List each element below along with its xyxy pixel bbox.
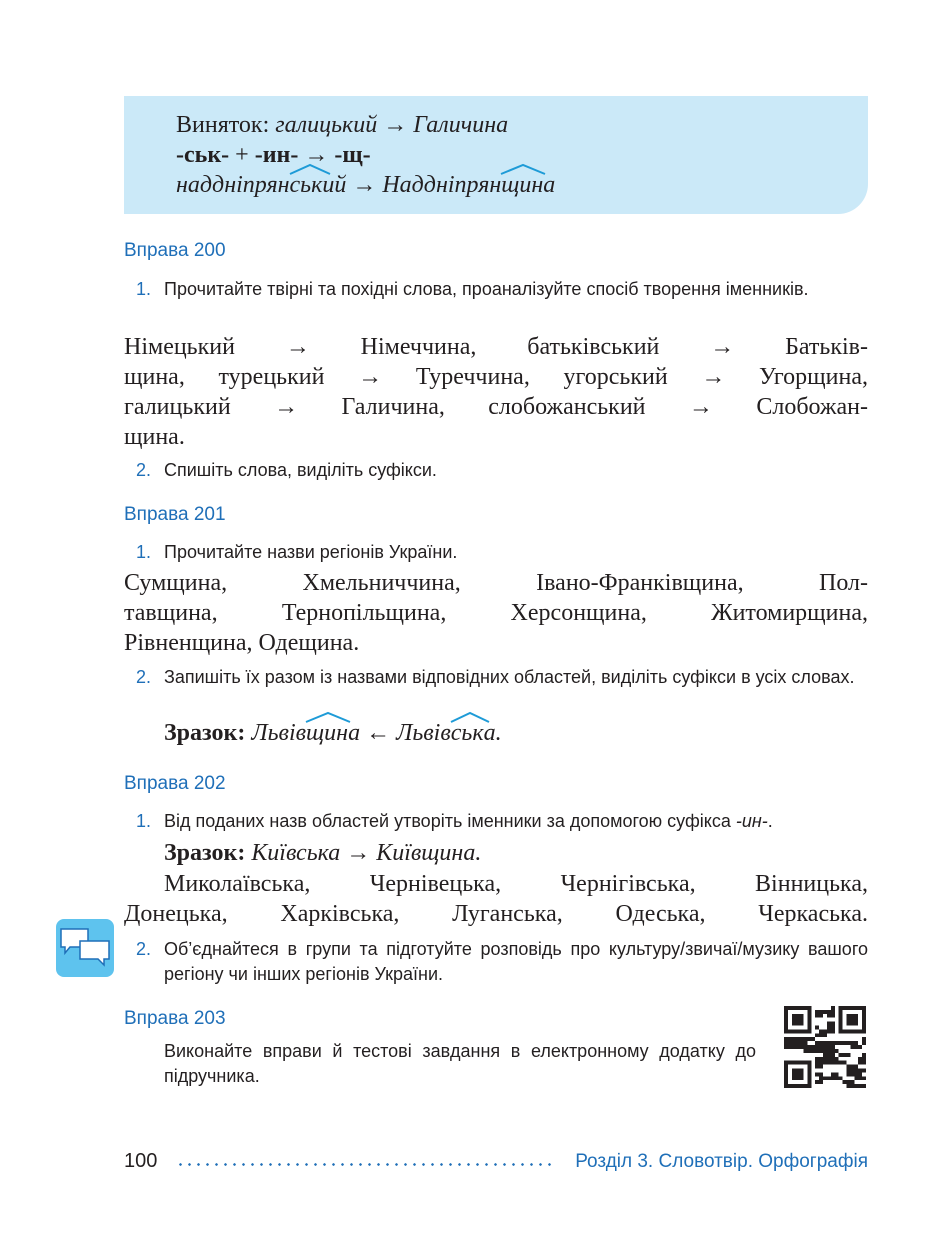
task-item xyxy=(136,809,868,834)
qr-module xyxy=(800,1045,804,1049)
qr-module xyxy=(854,1084,858,1088)
qr-module xyxy=(807,1037,811,1041)
task-number: 2. xyxy=(136,460,152,480)
qr-module xyxy=(827,1053,831,1057)
qr-module xyxy=(854,1076,858,1080)
qr-module xyxy=(831,1006,835,1010)
qr-module xyxy=(850,1045,854,1049)
exercise-title: Вправа 200 xyxy=(124,240,226,261)
qr-module xyxy=(823,1029,827,1033)
qr-module xyxy=(823,1049,827,1053)
task-number: 1. xyxy=(136,811,152,831)
qr-module xyxy=(858,1068,862,1072)
qr-module xyxy=(827,1057,831,1061)
qr-module xyxy=(831,1022,835,1026)
qr-module xyxy=(843,1041,847,1045)
task-number: 2. xyxy=(136,667,152,687)
qr-module xyxy=(823,1061,827,1065)
qr-module xyxy=(831,1053,835,1057)
qr-module xyxy=(862,1068,866,1072)
qr-module xyxy=(854,1041,858,1045)
footer-section-title: Розділ 3. Словотвір. Орфографія xyxy=(575,1151,868,1172)
suffix: -щ- xyxy=(334,142,371,168)
qr-module xyxy=(831,1057,835,1061)
qr-module xyxy=(800,1041,804,1045)
task-item xyxy=(136,937,868,987)
rule-line-2 xyxy=(176,140,555,170)
qr-module xyxy=(815,1072,819,1076)
task-text: Спишіть слова, виділіть суфікси. xyxy=(164,460,437,480)
qr-module xyxy=(819,1072,823,1076)
qr-module xyxy=(850,1072,854,1076)
qr-module xyxy=(835,1049,839,1053)
suffix-arch: ськ xyxy=(290,170,323,200)
qr-module xyxy=(831,1076,835,1080)
plus-sign: + xyxy=(235,142,249,168)
exercise-text xyxy=(124,568,868,658)
page-number: 100 xyxy=(124,1150,158,1172)
word-part: ий xyxy=(322,172,347,198)
qr-module xyxy=(827,1029,831,1033)
exercise-title: Вправа 203 xyxy=(124,1008,226,1029)
qr-module xyxy=(843,1061,847,1065)
qr-module xyxy=(815,1049,819,1053)
exception-label: Виняток: xyxy=(176,112,270,138)
qr-module xyxy=(823,1033,827,1037)
qr-module xyxy=(839,1053,843,1057)
exercise-text xyxy=(124,332,868,452)
text-line: щина. xyxy=(124,424,185,450)
qr-module xyxy=(815,1061,819,1065)
qr-module xyxy=(819,1014,823,1018)
qr-module xyxy=(827,1049,831,1053)
qr-module xyxy=(835,1061,839,1065)
qr-module xyxy=(792,1041,796,1045)
exercise-text xyxy=(124,899,868,929)
qr-module xyxy=(831,1029,835,1033)
qr-module xyxy=(815,1033,819,1037)
qr-module xyxy=(815,1026,819,1030)
chat-bubbles-icon xyxy=(56,919,114,977)
qr-module xyxy=(839,1076,843,1080)
task-text: Запишіть їх разом із назвами відповідних областей, виділіть суфікси в усіх словах. xyxy=(164,667,855,687)
qr-module xyxy=(819,1061,823,1065)
qr-module xyxy=(792,1045,796,1049)
text-line: Сумщина, Хмельниччина, Івано-Франківщина, Пол- xyxy=(124,570,868,596)
qr-module xyxy=(831,1014,835,1018)
arrow: → xyxy=(352,172,377,198)
qr-module xyxy=(831,1045,835,1049)
qr-module xyxy=(854,1065,858,1069)
sample-word: Київська xyxy=(251,840,341,866)
qr-module xyxy=(843,1080,847,1084)
qr-module xyxy=(819,1065,823,1069)
qr-module xyxy=(784,1045,788,1049)
qr-module xyxy=(858,1076,862,1080)
task-number: 1. xyxy=(136,542,152,562)
text-line: тавщина, Тернопільщина, Херсонщина, Житомирщина, xyxy=(124,600,868,626)
qr-module xyxy=(819,1057,823,1061)
qr-module xyxy=(827,1026,831,1030)
qr-module xyxy=(819,1041,823,1045)
qr-module xyxy=(823,1053,827,1057)
exercise-text xyxy=(164,869,868,899)
task-number: 1. xyxy=(136,279,152,299)
exercise-title: Вправа 201 xyxy=(124,504,226,525)
qr-module xyxy=(819,1029,823,1033)
qr-module xyxy=(811,1049,815,1053)
text-line: Миколаївська, Чернівецька, Чернігівська, Вінницька, xyxy=(164,871,868,897)
qr-module xyxy=(815,1014,819,1018)
text-line: Німецький → Німеччина, батьківський → Батьків- xyxy=(124,334,868,360)
word-part: Наддніпрян xyxy=(382,172,502,198)
qr-code-icon[interactable] xyxy=(784,1006,866,1088)
arrow: → xyxy=(346,840,371,866)
qr-module xyxy=(827,1010,831,1014)
qr-module xyxy=(807,1045,811,1049)
qr-module xyxy=(823,1057,827,1061)
qr-module xyxy=(815,1041,819,1045)
chat-bubbles-icon-svg xyxy=(56,919,114,977)
rule-word: галицький xyxy=(275,112,378,138)
qr-module xyxy=(827,1022,831,1026)
qr-module xyxy=(850,1080,854,1084)
rule-line-1 xyxy=(176,110,555,140)
rule-line-3 xyxy=(176,170,555,200)
qr-module xyxy=(854,1045,858,1049)
arrow: → xyxy=(383,112,408,138)
task-text: Прочитайте назви регіонів України. xyxy=(164,542,458,562)
qr-module xyxy=(827,1045,831,1049)
qr-module xyxy=(804,1049,808,1053)
suffix: -ськ- xyxy=(176,142,230,168)
task-text: Об’єднайтеся в групи та підготуйте розповідь про культуру/звичаї/музику вашого регіону чи інших регіонів України. xyxy=(164,939,868,984)
qr-module xyxy=(862,1041,866,1045)
qr-module xyxy=(827,1061,831,1065)
qr-module xyxy=(823,1041,827,1045)
qr-module xyxy=(784,1037,788,1041)
qr-module xyxy=(827,1014,831,1018)
qr-module xyxy=(796,1041,800,1045)
qr-module xyxy=(788,1045,792,1049)
footer-dots xyxy=(176,1163,552,1166)
exercise-text: Виконайте вправи й тестові завдання в електронному додатку до підручника. xyxy=(164,1041,756,1086)
qr-module xyxy=(858,1084,862,1088)
qr-module xyxy=(858,1057,862,1061)
arrow: ← xyxy=(366,720,391,746)
qr-module xyxy=(846,1014,858,1026)
qr-module xyxy=(819,1045,823,1049)
qr-module xyxy=(823,1076,827,1080)
qr-module xyxy=(815,1065,819,1069)
word-part: а xyxy=(543,172,556,198)
rule-box xyxy=(124,96,868,214)
task-text: Від поданих назв областей утворіть іменники за допомогою суфікса -ин-. xyxy=(164,811,773,831)
qr-module xyxy=(862,1076,866,1080)
qr-module xyxy=(831,1072,835,1076)
qr-module xyxy=(815,1080,819,1084)
task-item xyxy=(136,540,868,565)
qr-module xyxy=(850,1065,854,1069)
qr-module xyxy=(854,1072,858,1076)
qr-module xyxy=(835,1072,839,1076)
qr-module xyxy=(846,1053,850,1057)
sample-line: Зразок: Львів щина ← Львів ська. xyxy=(164,718,502,748)
qr-module xyxy=(819,1080,823,1084)
suffix-arch: щин xyxy=(501,170,543,200)
qr-module xyxy=(804,1041,808,1045)
text-line: Донецька, Харківська, Луганська, Одеська, Черкаська. xyxy=(124,901,868,927)
qr-module xyxy=(831,1010,835,1014)
text-line: Рівненщина, Одещина. xyxy=(124,630,360,656)
qr-module xyxy=(862,1084,866,1088)
qr-module xyxy=(819,1033,823,1037)
rule-word: Галичина xyxy=(413,112,509,138)
task-item xyxy=(136,665,868,690)
qr-module xyxy=(815,1057,819,1061)
qr-module xyxy=(846,1068,850,1072)
task-text: Прочитайте твірні та похідні слова, проаналізуйте спосіб творення іменників. xyxy=(164,279,809,299)
qr-module xyxy=(862,1057,866,1061)
qr-module xyxy=(835,1041,839,1045)
sample-label: Зразок: xyxy=(164,840,246,866)
suffix-arch: ськ xyxy=(451,718,484,748)
sample-line xyxy=(164,838,481,868)
qr-module xyxy=(862,1037,866,1041)
exercise-title: Вправа 202 xyxy=(124,773,226,794)
arrow: → xyxy=(304,142,329,168)
qr-module xyxy=(796,1037,800,1041)
text-line: галицький → Галичина, слобожанський → Слобожан- xyxy=(124,394,868,420)
qr-module xyxy=(823,1045,827,1049)
word-part: наддніпрян xyxy=(176,172,290,198)
qr-module xyxy=(811,1037,815,1041)
qr-module xyxy=(858,1072,862,1076)
qr-module xyxy=(831,1061,835,1065)
qr-module xyxy=(835,1057,839,1061)
task-item xyxy=(136,277,868,302)
qr-module xyxy=(850,1068,854,1072)
qr-module xyxy=(811,1045,815,1049)
qr-module xyxy=(850,1084,854,1088)
qr-module xyxy=(827,1041,831,1045)
qr-module xyxy=(831,1041,835,1045)
qr-module xyxy=(792,1014,804,1026)
qr-module xyxy=(831,1026,835,1030)
qr-module xyxy=(850,1041,854,1045)
text-line: щина, турецький → Туреччина, угорський → Угорщина, xyxy=(124,364,868,390)
sample-word: Київщина. xyxy=(376,840,482,866)
qr-module xyxy=(846,1084,850,1088)
qr-module xyxy=(804,1037,808,1041)
qr-module xyxy=(819,1049,823,1053)
qr-module xyxy=(862,1061,866,1065)
qr-module xyxy=(819,1010,823,1014)
qr-module xyxy=(846,1072,850,1076)
qr-module xyxy=(843,1053,847,1057)
qr-module xyxy=(862,1053,866,1057)
task-number: 2. xyxy=(136,939,152,959)
sample-label: Зразок: xyxy=(164,720,246,746)
qr-module xyxy=(815,1010,819,1014)
qr-module xyxy=(846,1065,850,1069)
qr-code-svg[interactable] xyxy=(784,1006,866,1088)
task-item xyxy=(136,458,868,483)
qr-module xyxy=(788,1037,792,1041)
qr-module xyxy=(858,1045,862,1049)
suffix-arch: щин xyxy=(306,718,348,748)
qr-module xyxy=(788,1041,792,1045)
qr-module xyxy=(804,1045,808,1049)
qr-module xyxy=(839,1061,843,1065)
qr-module xyxy=(792,1068,804,1080)
qr-module xyxy=(839,1041,843,1045)
qr-module xyxy=(831,1049,835,1053)
suffix: -ин- xyxy=(254,142,299,168)
qr-module xyxy=(796,1045,800,1049)
qr-module xyxy=(827,1076,831,1080)
qr-module xyxy=(846,1041,850,1045)
qr-module xyxy=(846,1080,850,1084)
qr-module xyxy=(835,1076,839,1080)
qr-module xyxy=(792,1037,796,1041)
qr-module xyxy=(784,1041,788,1045)
qr-module xyxy=(815,1045,819,1049)
qr-module xyxy=(823,1010,827,1014)
qr-module xyxy=(819,1076,823,1080)
qr-module xyxy=(858,1061,862,1065)
qr-module xyxy=(800,1037,804,1041)
qr-module xyxy=(807,1049,811,1053)
qr-module xyxy=(854,1068,858,1072)
